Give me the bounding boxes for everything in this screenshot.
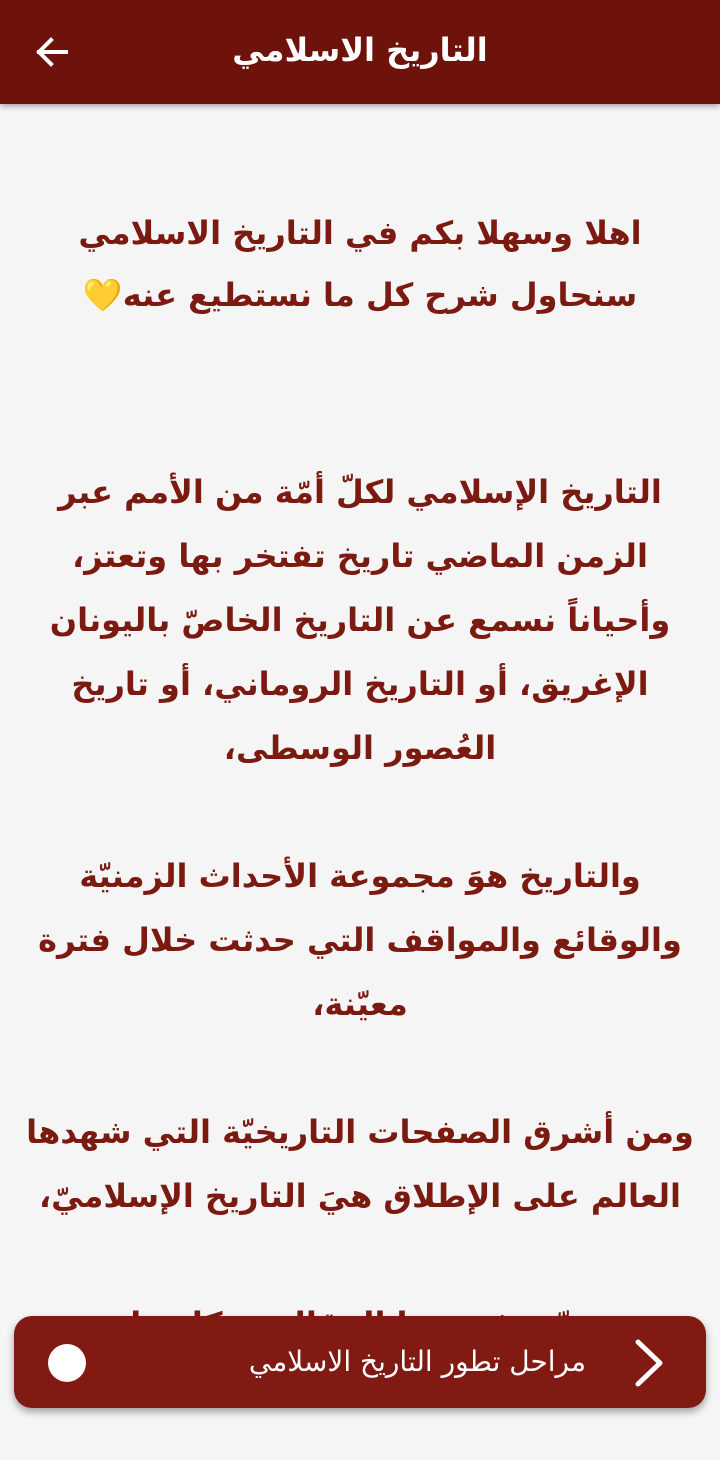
chevron-right-icon	[630, 1338, 670, 1388]
article-paragraph: التاريخ الإسلامي لكلّ أمّة من الأمم عبر الزمن الماضي تاريخ تفتخر بها وتعتز، وأحياناً نسمع عن التاريخ الخاصّ باليونان الإغريق، أو التاريخ الروماني، أو تاريخ العُصور الوسطى،	[49, 473, 671, 767]
next-chapter-label: مراحل تطور التاريخ الاسلامي	[248, 1345, 586, 1378]
article-content	[0, 104, 720, 1314]
arrow-left-icon	[35, 37, 69, 67]
app-bar	[0, 0, 720, 104]
article-paragraph: ومن أشرق الصفحات التاريخيّة التي شهدها العالم على الإطلاق هيَ التاريخ الإسلاميّ،	[26, 1113, 694, 1215]
article-body	[22, 460, 698, 1420]
intro-text: اهلا وسهلا بكم في التاريخ الاسلامي سنحاول شرح كل ما نستطيع عنه💛	[78, 214, 642, 314]
back-button[interactable]	[26, 28, 78, 76]
next-chapter-button[interactable]	[14, 1316, 706, 1408]
article-paragraph: والتاريخ هوَ مجموعة الأحداث الزمنيّة والوقائع والمواقف التي حدثت خلال فترة معيّنة،	[38, 857, 682, 1023]
circle-indicator-icon	[48, 1344, 86, 1382]
page-title: التاريخ الاسلامي	[232, 31, 488, 69]
